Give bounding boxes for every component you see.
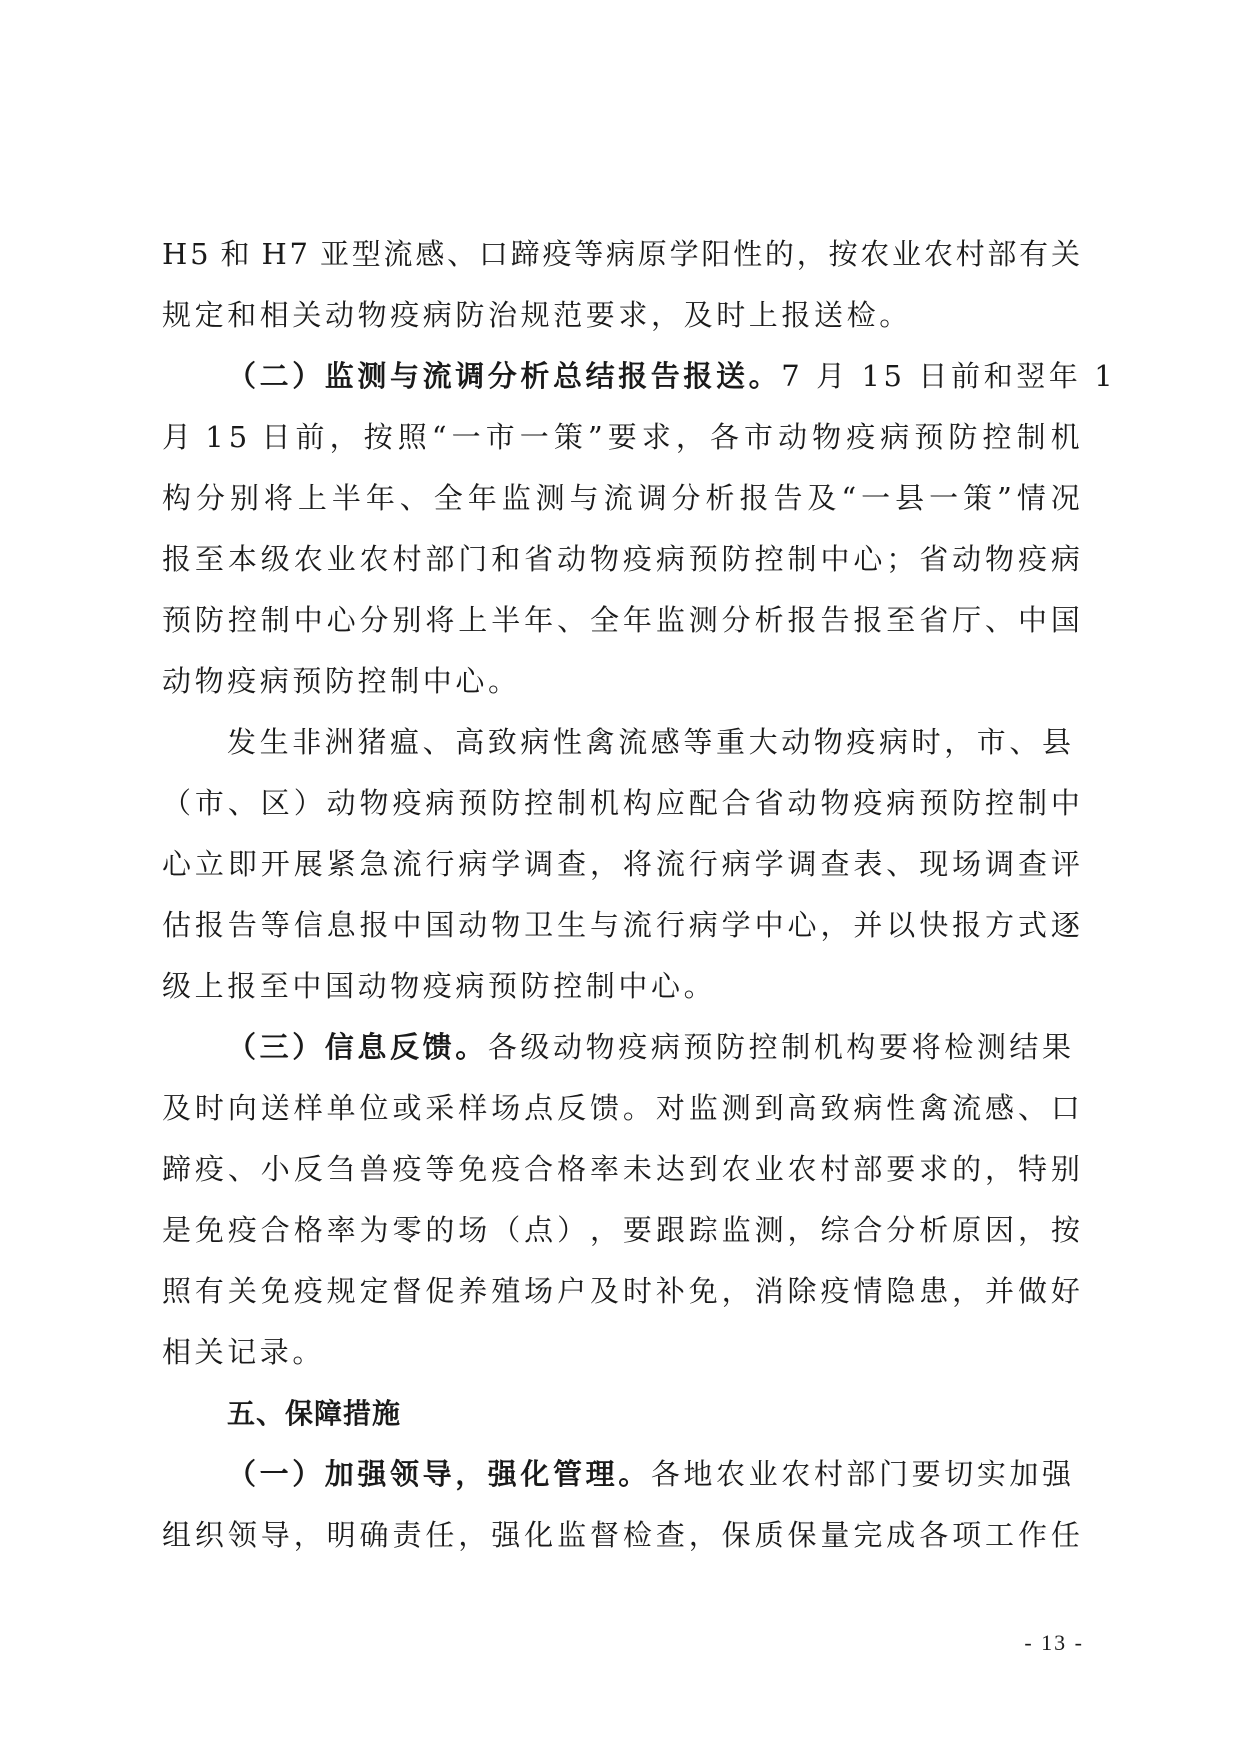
line-text: 发生非洲猪瘟、高致病性禽流感等重大动物疫病时，市、县: [227, 725, 1075, 759]
body-text: [162, 224, 1117, 1566]
line-text: 是 免 疫 合 格 率 为 零 的 场 （ 点 ） ， 要 跟 踪 监 测 ， 综 合 分 析 原 因 ， 按: [162, 1213, 1080, 1247]
text-line: [162, 468, 1080, 529]
text-line: [162, 407, 1080, 468]
text-line: [162, 712, 1080, 773]
line-text: 各级动物疫病预防控制机构要将检测结果: [487, 1030, 1075, 1064]
text-line: [162, 1261, 1080, 1322]
line-text: 照 有 关 免 疫 规 定 督 促 养 殖 场 户 及 时 补 免 ， 消 除 疫 情 隐 患 ， 并 做 好: [162, 1274, 1080, 1308]
text-line: [162, 956, 1080, 1017]
text-line: [162, 651, 1080, 712]
text-line: [162, 1505, 1080, 1566]
page-number: - 13 -: [1024, 1630, 1084, 1655]
subsection-2-title: （二）监测与流调分析总结报告报送。: [227, 359, 782, 393]
text-line: [162, 285, 1080, 346]
text-line: [162, 1078, 1080, 1139]
line-text: 7 月 15 日前和翌年 1: [781, 359, 1117, 393]
text-line: [162, 1139, 1080, 1200]
subsection-2-line: [162, 346, 1117, 407]
line-text: 构 分 别 将 上 半 年 、 全 年 监 测 与 流 调 分 析 报 告 及 “ 一 县 一 策 ” 情 况: [162, 481, 1080, 515]
line-text: 月 1 5 日 前 ， 按 照 “ 一 市 一 策 ” 要 求 ， 各 市 动 物 疫 病 预 防 控 制 机: [162, 420, 1080, 454]
text-line: [162, 590, 1080, 651]
text-line: [162, 895, 1080, 956]
line-text: 蹄 疫 、 小 反 刍 兽 疫 等 免 疫 合 格 率 未 达 到 农 业 农 村 部 要 求 的 ， 特 别: [162, 1152, 1080, 1186]
subsection-1-title: （一）加强领导，强化管理。: [227, 1457, 651, 1491]
line-text: 及 时 向 送 样 单 位 或 采 样 场 点 反 馈 。 对 监 测 到 高 致 病 性 禽 流 感 、 口: [162, 1091, 1080, 1125]
subsection-3-line: [162, 1017, 1080, 1078]
line-text: 心 立 即 开 展 紧 急 流 行 病 学 调 查 ， 将 流 行 病 学 调 查 表 、 现 场 调 查 评: [162, 847, 1080, 881]
text-line: [162, 1322, 1080, 1383]
line-text: H 5 和 H 7 亚 型 流 感 、 口 蹄 疫 等 病 原 学 阳 性 的 ， 按 农 业 农 村 部 有 关: [162, 237, 1080, 271]
line-text: 预 防 控 制 中 心 分 别 将 上 半 年 、 全 年 监 测 分 析 报 告 报 至 省 厅 、 中 国: [162, 603, 1080, 637]
text-line: [162, 1200, 1080, 1261]
line-text: 级上报至中国动物疫病预防控制中心。: [162, 969, 717, 1003]
subsection-3-title: （三）信息反馈。: [227, 1030, 488, 1064]
text-line: [162, 773, 1080, 834]
line-text: 报 至 本 级 农 业 农 村 部 门 和 省 动 物 疫 病 预 防 控 制 中 心 ； 省 动 物 疫 病: [162, 542, 1080, 576]
subsection-1-line: [162, 1444, 1080, 1505]
text-line: [162, 834, 1080, 895]
line-text: 组 织 领 导 ， 明 确 责 任 ， 强 化 监 督 检 查 ， 保 质 保 量 完 成 各 项 工 作 任: [162, 1518, 1080, 1552]
line-text: 相关记录。: [162, 1335, 326, 1369]
text-line: [162, 224, 1080, 285]
text-line: [162, 529, 1080, 590]
line-text: （ 市 、 区 ） 动 物 疫 病 预 防 控 制 机 构 应 配 合 省 动 物 疫 病 预 防 控 制 中: [162, 786, 1080, 820]
section-heading: 五、保障措施: [227, 1397, 402, 1430]
line-text: 动物疫病预防控制中心。: [162, 664, 521, 698]
line-text: 规定和相关动物疫病防治规范要求，及时上报送检。: [162, 298, 912, 332]
line-text: 估 报 告 等 信 息 报 中 国 动 物 卫 生 与 流 行 病 学 中 心 ， 并 以 快 报 方 式 逐: [162, 908, 1080, 942]
line-text: 各地农业农村部门要切实加强: [650, 1457, 1075, 1491]
